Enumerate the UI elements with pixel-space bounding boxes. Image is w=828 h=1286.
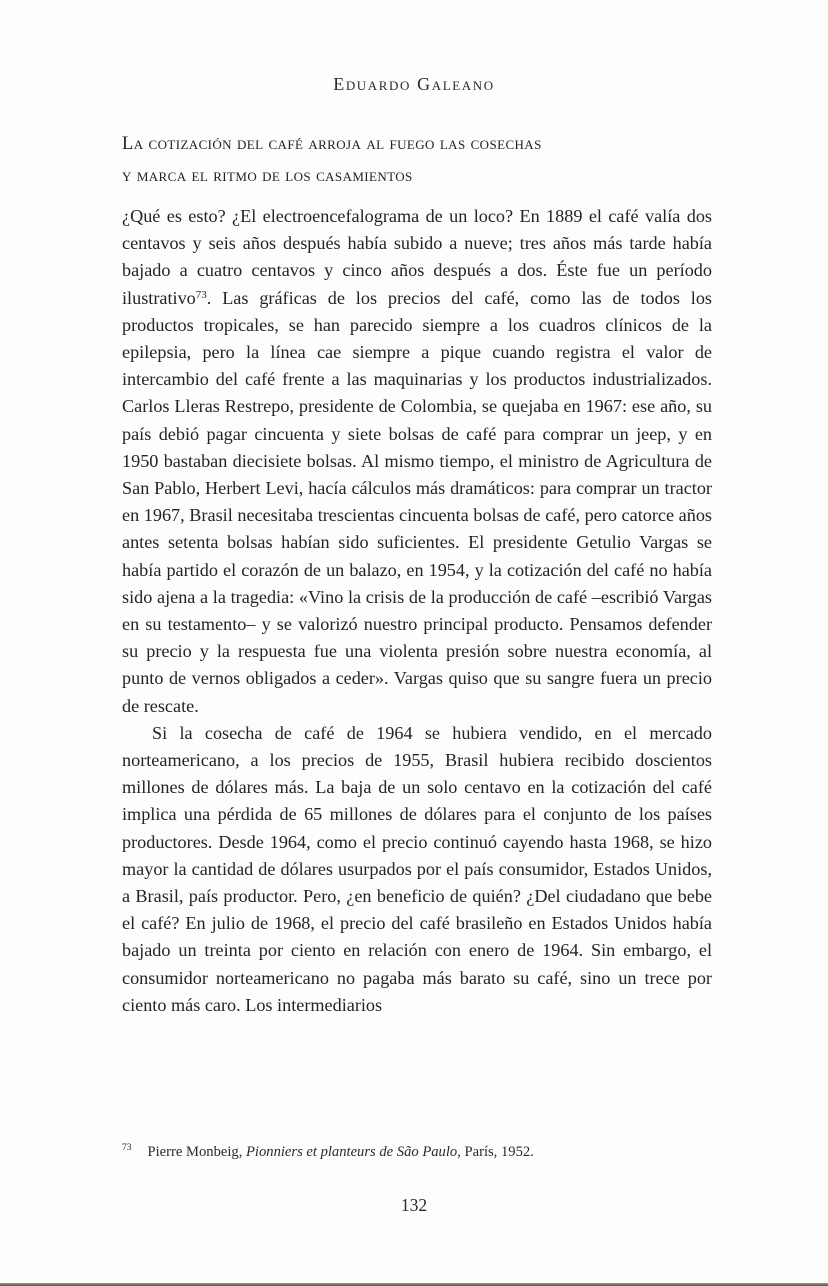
footnote-author: Pierre Monbeig,	[147, 1144, 246, 1160]
section-title	[122, 128, 722, 192]
footnote-book-title: Pionniers et planteurs de São Paulo	[246, 1144, 458, 1160]
body-text	[122, 203, 712, 1019]
footnote	[122, 1138, 712, 1162]
paragraph-1-text-before-note: ¿Qué es esto? ¿El electroencefalograma de un loco? En 1889 el café valía dos centavos y seis años después había subido a nueve; tres años más tarde había bajado a cuatro centavos y cinco años después a dos. Éste fue un período ilustrativo	[122, 206, 712, 308]
running-header: Eduardo Galeano	[333, 74, 495, 94]
footnote-place-year: , París, 1952.	[457, 1144, 534, 1160]
paragraph-1-text-after-note: . Las gráficas de los precios del café, como las de todos los productos tropicales, se han parecido siempre a los cuadros clínicos de la epilepsia, pero la línea cae siempre a pique cuando registra el valor de intercambio del café frente a las maquinarias y los productos industrializados. Carlos Lleras Restrepo, presidente de Colombia, se quejaba en 1967: ese año, su país debió pagar cincuenta y siete bolsas de café para comprar un jeep, y en 1950 bastaban diecisiete bolsas. Al mismo tiempo, el ministro de Agricultura de San Pablo, Herbert Levi, hacía cálculos más dramáticos: para comprar un tractor en 1967, Brasil necesitaba trescientas cincuenta bolsas de café, pero catorce años antes setenta bolsas habían sido suficientes. El presidente Getulio Vargas se había partido el corazón de un balazo, en 1954, y la cotización del café no había sido ajena a la tragedia: «Vino la crisis de la producción de café –escribió Vargas en su testamento– y se valorizó nuestro principal producto. Pensamos defender su precio y la respuesta fue una violenta presión sobre nuestra economía, al punto de vernos obligados a ceder». Vargas quiso que su sangre fuera un precio de rescate.	[122, 287, 712, 716]
footnote-reference-73: 73	[195, 288, 207, 301]
paragraph-1	[122, 203, 712, 720]
section-title-line-1: La cotización del café arroja al fuego las cosechas	[122, 134, 542, 154]
page-number: 132	[400, 1195, 428, 1215]
footnote-number: 73	[122, 1143, 132, 1153]
paragraph-2: Si la cosecha de café de 1964 se hubiera vendido, en el mercado norteamericano, a los precios de 1955, Brasil hubiera recibido doscientos millones de dólares más. La baja de un solo centavo en la cotización del café implica una pérdida de 65 millones de dólares para el conjunto de los países productores. Desde 1964, como el precio continuó cayendo hasta 1968, se hizo mayor la cantidad de dólares usurpados por el país consumidor, Estados Unidos, a Brasil, país productor. Pero, ¿en beneficio de quién? ¿Del ciudadano que bebe el café? En julio de 1968, el precio del café brasileño en Estados Unidos había bajado un treinta por ciento en relación con enero de 1964. Sin embargo, el consumidor norteamericano no pagaba más barato su café, sino un trece por ciento más caro. Los intermediarios	[122, 722, 712, 1015]
section-title-line-2: y marca el ritmo de los casamientos	[122, 166, 413, 186]
